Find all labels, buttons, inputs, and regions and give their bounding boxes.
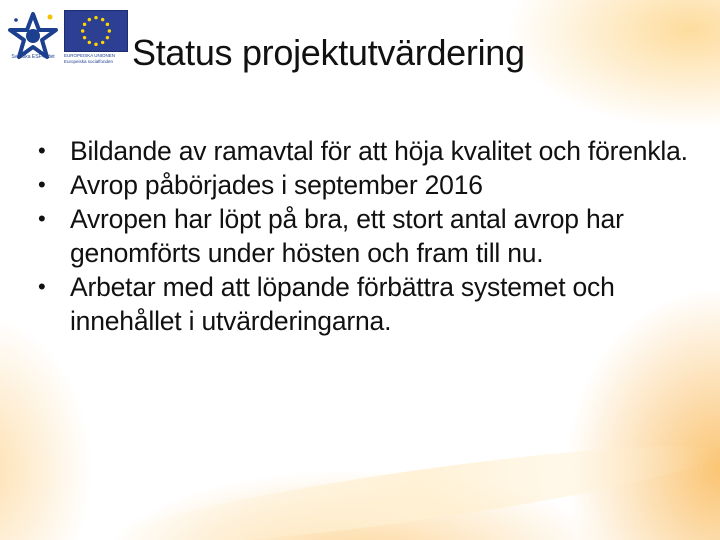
bullet-dot-icon: • [38, 206, 46, 231]
esf-logo-caption: Svenska ESF-rådet [11, 54, 55, 60]
bullet-dot-icon: • [38, 274, 46, 299]
eu-flag-icon [64, 10, 128, 52]
bullet-item [38, 202, 688, 270]
bullet-text: Arbetar med att löpande förbättra systemet och innehållet i utvärderingarna. [70, 272, 615, 336]
bullet-text: Avropen har löpt på bra, ett stort antal avrop har genomförts under hösten och fram till nu. [70, 204, 624, 268]
slide-title: Status projektutvärdering [132, 32, 525, 73]
bullet-list [38, 134, 688, 338]
bullet-text: Bildande av ramavtal för att höja kvalitet och förenkla. [70, 136, 688, 166]
esf-star-logo-icon [6, 8, 60, 70]
bullet-item [38, 270, 688, 338]
bullet-text: Avrop påbörjades i september 2016 [70, 170, 483, 200]
eu-caption-line1: EUROPEISKA UNIONEN [64, 53, 116, 58]
bullet-dot-icon: • [38, 138, 46, 163]
bullet-item [38, 134, 688, 168]
eu-logo-caption [64, 53, 132, 64]
eu-caption-line2: Europeiska socialfonden [64, 58, 114, 64]
bullet-item [38, 168, 688, 202]
background-decoration [119, 428, 720, 540]
bullet-dot-icon: • [38, 172, 46, 197]
